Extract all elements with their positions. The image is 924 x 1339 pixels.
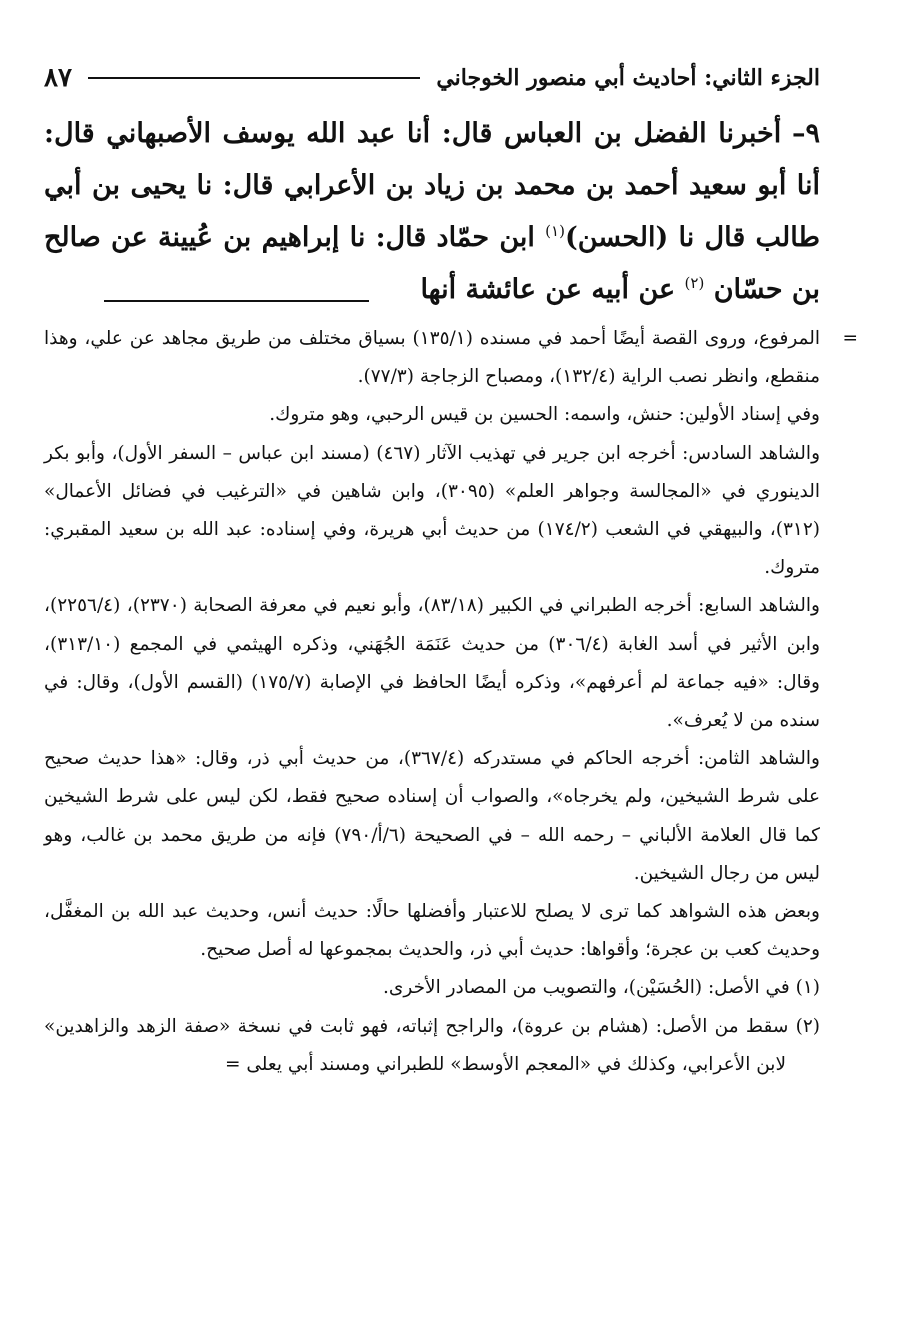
note-paragraph: والشاهد الثامن: أخرجه الحاكم في مستدركه (٣٦٧/٤)، من حديث أبي ذر، وقال: «هذا حديث صحيح على شرط الشيخين، ولم يخرجاه»، والصواب أن إسناده صحيح فقط، لكن ليس على شرط الشيخين كما قال العلامة الألباني – رحمه الله – في الصحيحة (٦/أ/٧٩٠) فإنه من طريق محمد بن غالب، وهو ليس من رجال الشيخين. xyxy=(44,748,820,884)
isnad-part-3: عن أبيه عن عائشة أنها xyxy=(420,274,685,305)
continuation-mark: = xyxy=(842,328,858,349)
isnad-part-1: أخبرنا الفضل بن العباس قال: أنا عبد الله يوسف الأصبهاني قال: أنا أبو سعيد أحمد بن محمد بن زياد بن الأعرابي قال: نا يحيى بن أبي طالب قال نا (الحسن) xyxy=(44,118,820,253)
footnote-separator xyxy=(104,300,369,302)
footnotes-area xyxy=(44,320,858,1084)
note-paragraph xyxy=(44,320,858,396)
hadith-number: ٩– xyxy=(791,118,820,149)
note-paragraph: والشاهد السابع: أخرجه الطبراني في الكبير (٨٣/١٨)، وأبو نعيم في معرفة الصحابة (٢٣٧٠)، (٢٢٥٦/٤)، وابن الأثير في أسد الغابة (٣٠٦/٤) من حديث عَنَمَة الجُهَني، وذكره الهيثمي في المجمع (٣١٣/١٠)، وقال: «فيه جماعة لم أعرفهم»، وذكره أيضًا الحافظ في الإصابة (١٧٥/٧) (القسم الأول)، وقال: في سنده من لا يُعرف». xyxy=(44,595,821,732)
note-paragraph: والشاهد السادس: أخرجه ابن جرير في تهذيب الآثار (٤٦٧) (مسند ابن عباس – السفر الأول)، وأبو بكر الدينوري في «المجالسة وجواهر العلم» (٣٠٩٥)، وابن شاهين في «الترغيب في فضائل الأعمال» (٣١٢)، والبيهقي في الشعب (١٧٤/٢) من حديث أبي هريرة، وفي إسناده: عبد الله بن سعيد المقبري: متروك. xyxy=(44,442,821,579)
page-number: ٨٧ xyxy=(44,63,72,93)
note-paragraph: وفي إسناد الأولين: حنش، واسمه: الحسين بن قيس الرحبي، وهو متروك. xyxy=(269,404,820,426)
hadith-text xyxy=(44,108,820,316)
footnote-ref-1: (١) xyxy=(545,222,565,240)
running-header xyxy=(44,58,820,98)
isnad-part-2: ابن حمّاد قال: نا إبراهيم بن عُيينة عن صالح بن حسّان xyxy=(44,222,820,305)
header-rule xyxy=(88,77,420,79)
footnote-ref-2: (٢) xyxy=(684,274,705,292)
footnote-1: (١) في الأصل: (الحُسَيْن)، والتصويب من المصادر الأخرى. xyxy=(383,977,820,999)
note-text: المرفوع، وروى القصة أيضًا أحمد في مسنده (١٣٥/١) بسياق مختلف من طريق مجاهد عن علي، وهذا منقطع، وانظر نصب الراية (١٣٢/٤)، ومصباح الزجاجة (٧٧/٣). xyxy=(44,328,820,388)
running-title: الجزء الثاني: أحاديث أبي منصور الخوجاني xyxy=(436,65,820,91)
note-paragraph: وبعض هذه الشواهد كما ترى لا يصلح للاعتبار وأفضلها حالًا: حديث أنس، وحديث عبد الله بن المغفَّل، وحديث كعب بن عجرة؛ وأقواها: حديث أبي ذر، والحديث بمجموعها له أصل صحيح. xyxy=(44,901,820,961)
hadith-paragraph xyxy=(44,108,820,316)
footnote-2: (٢) سقط من الأصل: (هشام بن عروة)، والراجح إثباته، فهو ثابت في نسخة «صفة الزهد والزاهدين» لابن الأعرابي، وكذلك في «المعجم الأوسط» للطبراني ومسند أبي يعلى = xyxy=(44,1015,820,1075)
